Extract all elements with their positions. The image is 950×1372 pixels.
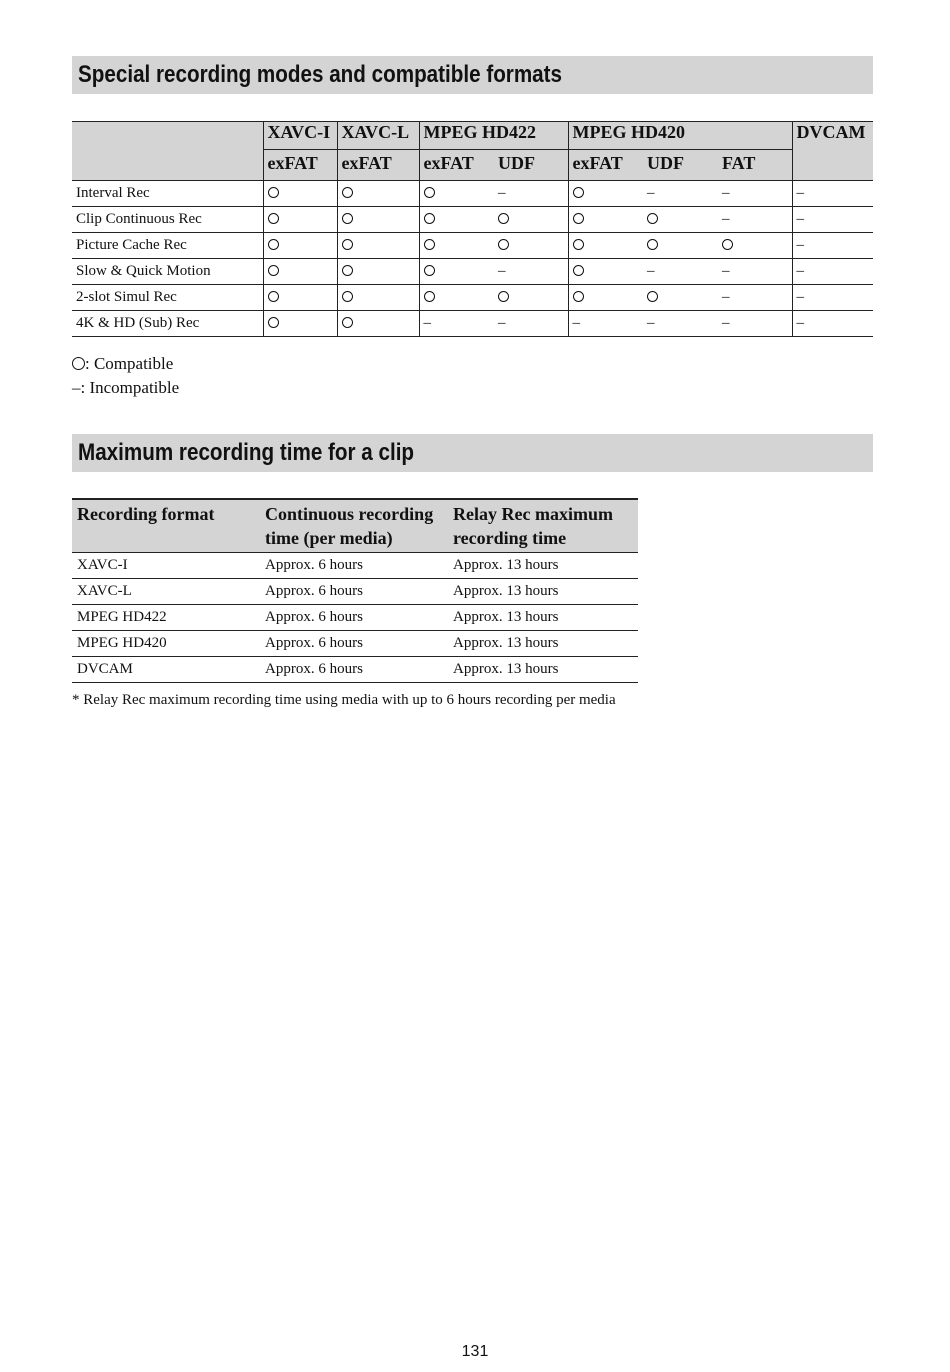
circle-icon bbox=[424, 239, 435, 250]
circle-icon bbox=[573, 213, 584, 224]
compatible-cell bbox=[568, 207, 643, 233]
compatible-cell bbox=[337, 285, 419, 311]
table-cell: MPEG HD420 bbox=[72, 631, 260, 657]
table-row bbox=[72, 181, 873, 207]
compatible-cell bbox=[643, 233, 718, 259]
compatibility-table bbox=[72, 121, 873, 337]
circle-icon bbox=[342, 239, 353, 250]
compatible-cell bbox=[337, 311, 419, 337]
circle-icon bbox=[268, 317, 279, 328]
compatible-cell bbox=[263, 311, 337, 337]
dash-mark: – bbox=[647, 185, 655, 201]
circle-icon bbox=[722, 239, 733, 250]
legend-compatible: : Compatible bbox=[72, 352, 173, 376]
footnote: * Relay Rec maximum recording time using media with up to 6 hours recording per media bbox=[72, 692, 616, 708]
row-label: 2-slot Simul Rec bbox=[72, 285, 263, 311]
dash-mark: – bbox=[423, 315, 431, 331]
incompatible-cell bbox=[718, 207, 792, 233]
legend-incompatible: –: Incompatible bbox=[72, 378, 180, 397]
circle-icon bbox=[498, 213, 509, 224]
table-cell: Approx. 13 hours bbox=[448, 657, 638, 683]
table-row bbox=[72, 605, 638, 631]
table-row bbox=[72, 207, 873, 233]
incompatible-cell bbox=[792, 259, 873, 285]
circle-icon bbox=[268, 213, 279, 224]
table-row bbox=[72, 631, 638, 657]
dash-mark: – bbox=[722, 315, 730, 331]
circle-icon bbox=[424, 265, 435, 276]
compatible-cell bbox=[494, 233, 568, 259]
group-header: MPEG HD420 bbox=[568, 122, 792, 150]
compatible-cell bbox=[337, 259, 419, 285]
table-cell: Approx. 6 hours bbox=[260, 631, 448, 657]
column-header: Recording format bbox=[72, 499, 260, 553]
sub-header: exFAT bbox=[337, 150, 419, 181]
group-header: XAVC-I bbox=[263, 122, 337, 150]
table-row bbox=[72, 311, 873, 337]
dash-mark: – bbox=[498, 315, 506, 331]
dash-mark: – bbox=[647, 263, 655, 279]
compatible-cell bbox=[263, 259, 337, 285]
dash-mark: – bbox=[647, 315, 655, 331]
dash-mark: – bbox=[796, 185, 804, 201]
incompatible-cell bbox=[718, 311, 792, 337]
compatible-cell bbox=[263, 233, 337, 259]
circle-icon bbox=[268, 265, 279, 276]
dash-mark: – bbox=[498, 185, 506, 201]
compatible-cell bbox=[643, 207, 718, 233]
dash-mark: – bbox=[722, 211, 730, 227]
compatible-cell bbox=[419, 233, 494, 259]
dash-mark: – bbox=[796, 211, 804, 227]
dash-mark: – bbox=[796, 289, 804, 305]
sub-header: UDF bbox=[643, 150, 718, 181]
row-label: Picture Cache Rec bbox=[72, 233, 263, 259]
circle-icon bbox=[342, 213, 353, 224]
compatible-cell bbox=[568, 233, 643, 259]
table-cell: Approx. 6 hours bbox=[260, 605, 448, 631]
recording-time-table bbox=[72, 498, 638, 683]
dash-mark: – bbox=[722, 289, 730, 305]
table-cell: Approx. 6 hours bbox=[260, 553, 448, 579]
sub-header: exFAT bbox=[568, 150, 643, 181]
row-label: Clip Continuous Rec bbox=[72, 207, 263, 233]
dash-mark: – bbox=[722, 263, 730, 279]
table-cell: Approx. 13 hours bbox=[448, 631, 638, 657]
circle-icon bbox=[424, 213, 435, 224]
incompatible-cell bbox=[568, 311, 643, 337]
table-cell: Approx. 13 hours bbox=[448, 553, 638, 579]
incompatible-cell bbox=[792, 207, 873, 233]
compatible-cell bbox=[419, 285, 494, 311]
dash-mark: – bbox=[796, 263, 804, 279]
dash-mark: – bbox=[498, 263, 506, 279]
compatible-cell bbox=[263, 207, 337, 233]
column-header: Relay Rec maximum recording time bbox=[448, 499, 638, 553]
section-heading-special-modes: Special recording modes and compatible formats bbox=[72, 56, 873, 94]
group-header: DVCAM bbox=[796, 122, 866, 142]
compatible-cell bbox=[263, 285, 337, 311]
incompatible-cell bbox=[792, 311, 873, 337]
table-row bbox=[72, 285, 873, 311]
circle-icon bbox=[342, 187, 353, 198]
table-row bbox=[72, 233, 873, 259]
incompatible-cell bbox=[718, 285, 792, 311]
circle-icon bbox=[647, 239, 658, 250]
compatible-cell bbox=[337, 207, 419, 233]
compatible-cell bbox=[419, 181, 494, 207]
circle-icon bbox=[647, 291, 658, 302]
circle-icon bbox=[424, 291, 435, 302]
circle-icon bbox=[424, 187, 435, 198]
incompatible-cell bbox=[494, 181, 568, 207]
circle-icon bbox=[342, 317, 353, 328]
column-header: Continuous recording time (per media) bbox=[260, 499, 448, 553]
table-row bbox=[72, 553, 638, 579]
compatibility-table-body bbox=[72, 181, 873, 337]
compatible-cell bbox=[419, 259, 494, 285]
circle-icon bbox=[498, 239, 509, 250]
dash-mark: – bbox=[722, 185, 730, 201]
circle-icon bbox=[268, 239, 279, 250]
row-label: 4K & HD (Sub) Rec bbox=[72, 311, 263, 337]
table-cell: Approx. 6 hours bbox=[260, 657, 448, 683]
table-cell: DVCAM bbox=[72, 657, 260, 683]
group-header: XAVC-L bbox=[337, 122, 419, 150]
corner-header bbox=[72, 122, 263, 181]
dash-mark: – bbox=[796, 237, 804, 253]
compatible-cell bbox=[568, 181, 643, 207]
incompatible-cell bbox=[643, 181, 718, 207]
sub-header: exFAT bbox=[419, 150, 494, 181]
circle-icon bbox=[268, 187, 279, 198]
incompatible-cell bbox=[494, 259, 568, 285]
table-cell: Approx. 6 hours bbox=[260, 579, 448, 605]
table-cell: MPEG HD422 bbox=[72, 605, 260, 631]
compatible-cell bbox=[568, 259, 643, 285]
circle-icon bbox=[342, 291, 353, 302]
sub-header: UDF bbox=[494, 150, 568, 181]
recording-time-table-body bbox=[72, 553, 638, 683]
incompatible-cell bbox=[419, 311, 494, 337]
circle-icon bbox=[573, 265, 584, 276]
compatible-cell bbox=[718, 233, 792, 259]
compatible-cell bbox=[494, 285, 568, 311]
page-number: 131 bbox=[461, 1343, 489, 1360]
row-label: Slow & Quick Motion bbox=[72, 259, 263, 285]
incompatible-cell bbox=[643, 311, 718, 337]
incompatible-cell bbox=[718, 181, 792, 207]
table-row bbox=[72, 579, 638, 605]
incompatible-cell bbox=[494, 311, 568, 337]
circle-icon bbox=[573, 187, 584, 198]
table-row bbox=[72, 657, 638, 683]
dash-mark: – bbox=[796, 315, 804, 331]
circle-icon bbox=[268, 291, 279, 302]
compatible-cell bbox=[643, 285, 718, 311]
circle-icon bbox=[342, 265, 353, 276]
compatible-cell bbox=[568, 285, 643, 311]
compatible-cell bbox=[494, 207, 568, 233]
sub-header: exFAT bbox=[263, 150, 337, 181]
compatible-cell bbox=[263, 181, 337, 207]
incompatible-cell bbox=[792, 181, 873, 207]
incompatible-cell bbox=[718, 259, 792, 285]
compatible-cell bbox=[337, 233, 419, 259]
compatible-cell bbox=[337, 181, 419, 207]
compatible-cell bbox=[419, 207, 494, 233]
table-cell: XAVC-I bbox=[72, 553, 260, 579]
incompatible-cell bbox=[792, 233, 873, 259]
table-cell: Approx. 13 hours bbox=[448, 605, 638, 631]
circle-icon bbox=[573, 291, 584, 302]
circle-icon bbox=[72, 357, 85, 370]
incompatible-cell bbox=[792, 285, 873, 311]
table-row bbox=[72, 259, 873, 285]
section-heading-max-recording-time: Maximum recording time for a clip bbox=[72, 434, 873, 472]
sub-header: FAT bbox=[718, 150, 792, 181]
dash-mark: – bbox=[572, 315, 580, 331]
circle-icon bbox=[498, 291, 509, 302]
row-label: Interval Rec bbox=[72, 181, 263, 207]
table-cell: XAVC-L bbox=[72, 579, 260, 605]
incompatible-cell bbox=[643, 259, 718, 285]
group-header: MPEG HD422 bbox=[419, 122, 568, 150]
circle-icon bbox=[647, 213, 658, 224]
table-cell: Approx. 13 hours bbox=[448, 579, 638, 605]
circle-icon bbox=[573, 239, 584, 250]
